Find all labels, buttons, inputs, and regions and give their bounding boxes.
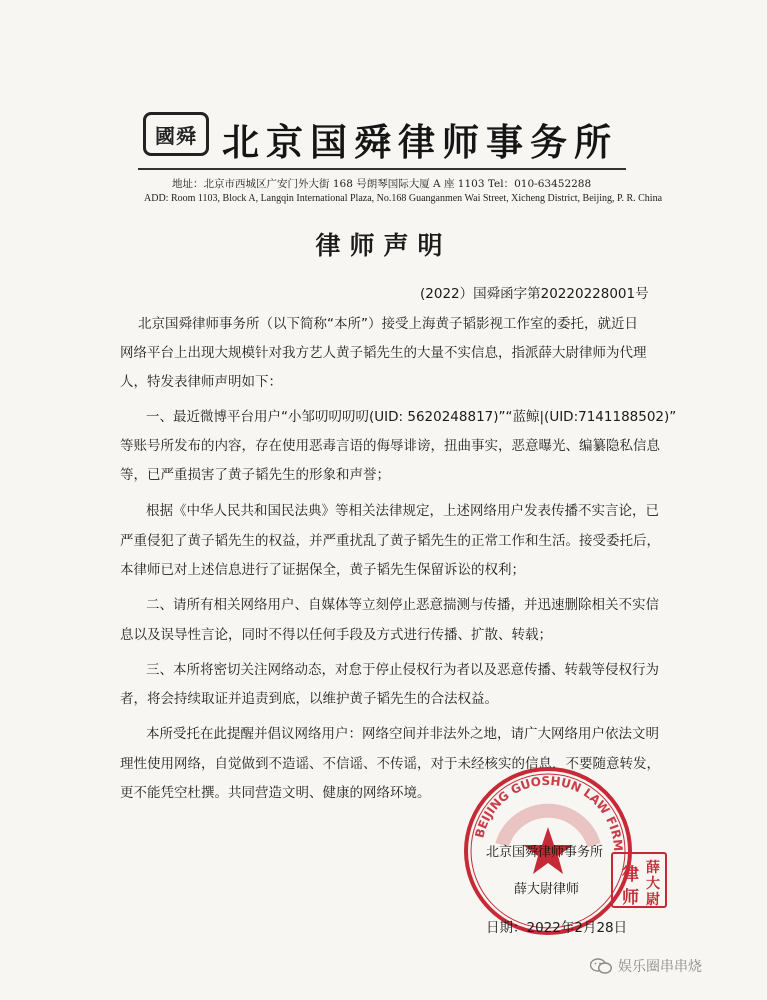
signature-date: 日期：2022年2月28日: [486, 920, 628, 936]
body-line: 本律师已对上述信息进行了证据保全，黄子韬先生保留诉讼的权利；: [120, 562, 525, 578]
address-english: ADD: Room 1103, Block A, Langqin International Plaza, No.168 Guanganmen Wai Street, Xicheng District, Beijing, P. R. China: [144, 193, 663, 204]
body-line: 等账号所发布的内容，存在使用恶毒言语的侮辱诽谤，扭曲事实，恶意曝光、编纂隐私信息: [120, 438, 660, 454]
watermark: [590, 956, 702, 976]
lawyer-signature-seal: 律 师 薛 大 尉: [611, 852, 667, 908]
body-line: 一、最近微博平台用户“小邹叨叨叨叨(UID: 5620248817)”“蓝鲸|(UID:7141188502)”: [146, 409, 677, 425]
body-line: 本所受托在此提醒并倡议网络用户：网络空间并非法外之地，请广大网络用户依法文明: [146, 726, 659, 742]
header-divider: [138, 168, 626, 170]
watermark-text: 娱乐圈串串烧: [618, 959, 702, 975]
body-line: 北京国舜律师事务所（以下简称“本所”）接受上海黄子韬影视工作室的委托，就近日: [138, 316, 638, 332]
reference-number: (2022）国舜函字第20220228001号: [420, 286, 649, 302]
signature-firm: 北京国舜律师事务所: [486, 845, 604, 860]
body-line: 网络平台上出现大规模针对我方艺人黄子韬先生的大量不实信息，指派薛大尉律师为代理: [120, 345, 647, 361]
wechat-icon: [590, 958, 612, 974]
firm-logo: 國舜: [143, 112, 209, 156]
body-line: 更不能凭空杜撰。共同营造文明、健康的网络环境。: [120, 785, 431, 801]
body-line: 根据《中华人民共和国民法典》等相关法律规定，上述网络用户发表传播不实言论，已: [146, 503, 659, 519]
body-line: 人，特发表律师声明如下：: [120, 374, 282, 390]
svg-text:BEIJING GUOSHUN LAW FIRM: BEIJING GUOSHUN LAW FIRM: [472, 773, 626, 852]
firm-name: 北京国舜律师事务所: [222, 120, 618, 164]
body-line: 二、请所有相关网络用户、自媒体等立刻停止恶意揣测与传播，并迅速删除相关不实信: [146, 597, 659, 613]
document-title: 律师声明: [315, 231, 452, 260]
body-line: 三、本所将密切关注网络动态，对怠于停止侵权行为者以及恶意传播、转载等侵权行为: [146, 662, 659, 678]
body-line: 者，将会持续取证并追责到底，以维护黄子韬先生的合法权益。: [120, 691, 498, 707]
signature-lawyer: 薛大尉律师: [514, 882, 580, 897]
body-line: 等，已严重损害了黄子韬先生的形象和声誉；: [120, 467, 390, 483]
body-line: 理性使用网络，自觉做到不造谣、不信谣、不传谣，对于未经核实的信息，不要随意转发，: [120, 756, 660, 772]
address-chinese: 地址：北京市西城区广安门外大街 168 号朗琴国际大厦 A 座 1103 Tel：010-63452288: [172, 178, 592, 190]
body-line: 严重侵犯了黄子韬先生的权益，并严重扰乱了黄子韬先生的正常工作和生活。接受委托后，: [120, 533, 660, 549]
body-line: 息以及误导性言论，同时不得以任何手段及方式进行传播、扩散、转载；: [120, 627, 552, 643]
